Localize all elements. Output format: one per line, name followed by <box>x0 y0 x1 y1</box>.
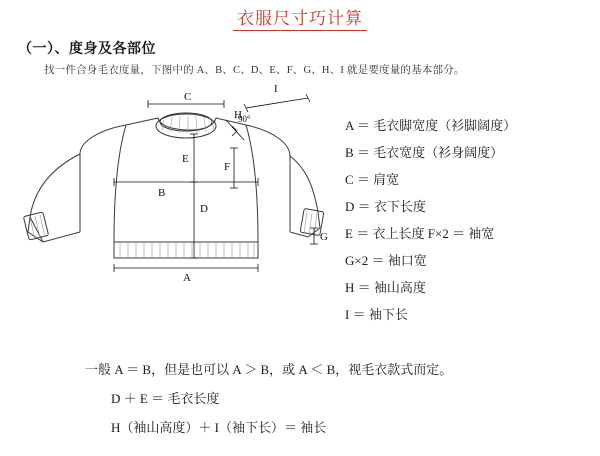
notes-block <box>85 355 452 442</box>
label-E: E <box>182 153 189 165</box>
label-angle: 90° <box>238 114 251 124</box>
legend-item: D ＝ 衣下长度 <box>345 199 426 214</box>
section-heading: （一）、度身及各部位 <box>18 42 156 57</box>
page-title <box>0 4 600 31</box>
page-title-text: 衣服尺寸巧计算 <box>233 4 367 31</box>
legend-item: G×2 ＝ 袖口宽 <box>345 253 427 268</box>
measurement-legend <box>345 112 595 328</box>
label-C: C <box>184 91 192 103</box>
note-line-3: H（袖山高度）＋ I（袖下长）＝ 袖长 <box>111 420 327 435</box>
label-F: F <box>224 161 231 173</box>
sweater-diagram <box>8 82 338 287</box>
note-line-2: D ＋ E ＝ 毛衣长度 <box>111 391 220 406</box>
legend-item: I ＝ 袖下长 <box>345 307 408 322</box>
label-B: B <box>158 187 166 199</box>
legend-item: C ＝ 肩宽 <box>345 172 400 187</box>
label-G: G <box>320 231 328 243</box>
legend-item: E ＝ 衣上长度 F×2 ＝ 袖宽 <box>345 226 495 241</box>
label-H: H <box>234 109 242 121</box>
label-I: I <box>274 83 278 95</box>
legend-item: A ＝ 毛衣脚宽度（衫脚阔度） <box>345 118 517 133</box>
label-A: A <box>183 272 191 284</box>
legend-item: B ＝ 毛衣宽度（衫身阔度） <box>345 145 504 160</box>
legend-item: H ＝ 袖山高度 <box>345 280 426 295</box>
label-D: D <box>200 203 208 215</box>
section-subtext: 找一件合身毛衣度量，下图中的 A、B、C、D、E、F、G、H、I 就是要度量的基本部分。 <box>44 65 465 76</box>
note-line-1: 一般 A ＝ B，但是也可以 A ＞ B，或 A ＜ B，视毛衣款式而定。 <box>85 362 453 377</box>
